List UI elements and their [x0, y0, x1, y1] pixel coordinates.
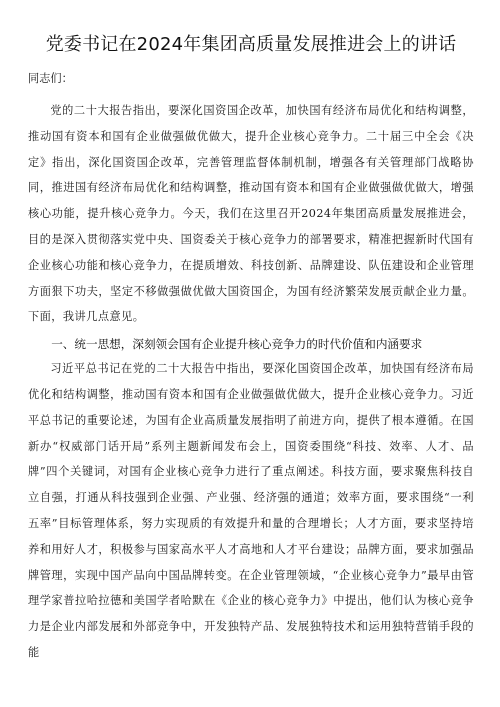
section-heading-1: 一、统一思想，深刻领会国有企业提升核心竞争力的时代价值和内涵要求 [51, 337, 423, 352]
document-title: 党委书记在2024年集团高质量发展推进会上的讲话 [45, 34, 457, 55]
salutation: 同志们： [28, 72, 73, 85]
intro-paragraph: 党的二十大报告指出，要深化国资国企改革，加快国有经济布局优化和结构调整，推动国有资本和国有企业做强做优做大，提升企业核心竞争力。二十届三中全会《决定》指出，深化国资国企改革，完善管理监督体制机制，增强各有关管理部门战略协同，推进国有经济布局优化和结构调整，推动国有资本和国有企业做强做优做大，增强核心功能，提升核心竞争力。今天，我们在这里召开2024年集团高质量发展推进会，目的是深入贯彻落实党中央、国资委关于核心竞争力的部署要求，精准把握新时代国有企业核心功能和核心竞争力，在提质增效、科技创新、品牌建设、队伍建设和企业管理方面狠下功夫，坚定不移做强做优做大国资国企，为国有经济繁荣发展贡献企业力量。下面，我讲几点意见。 [28, 104, 474, 324]
section-paragraph: 习近平总书记在党的二十大报告中指出，要深化国资国企改革，加快国有经济布局优化和结构调整，推动国有资本和国有企业做强做优做大，提升企业核心竞争力。习近平总书记的重要论述，为国有企业高质量发展指明了前进方向，提供了根本遵循。在国新办“权威部门话开局”系列主题新闻发布会上，国资委围绕“科技、效率、人才、品牌”四个关键词，对国有企业核心竞争力进行了重点阐述。科技方面，要求聚焦科技自立自强，打通从科技强到企业强、产业强、经济强的通道；效率方面，要求围绕“一利五率”目标管理体系，努力实现质的有效提升和量的合理增长；人才方面，要求坚持培养和用好人才，积极参与国家高水平人才高地和人才平台建设；品牌方面，要求加强品牌管理，实现中国产品向中国品牌转变。在企业管理领域，“企业核心竞争力”最早由管理学家普拉哈拉德和美国学者哈默在《企业的核心竞争力》中提出，他们认为核心竞争力是企业内部发展和外部竞争中，开发独特产品、发展独特技术和运用独特营销手段的能 [28, 362, 474, 659]
